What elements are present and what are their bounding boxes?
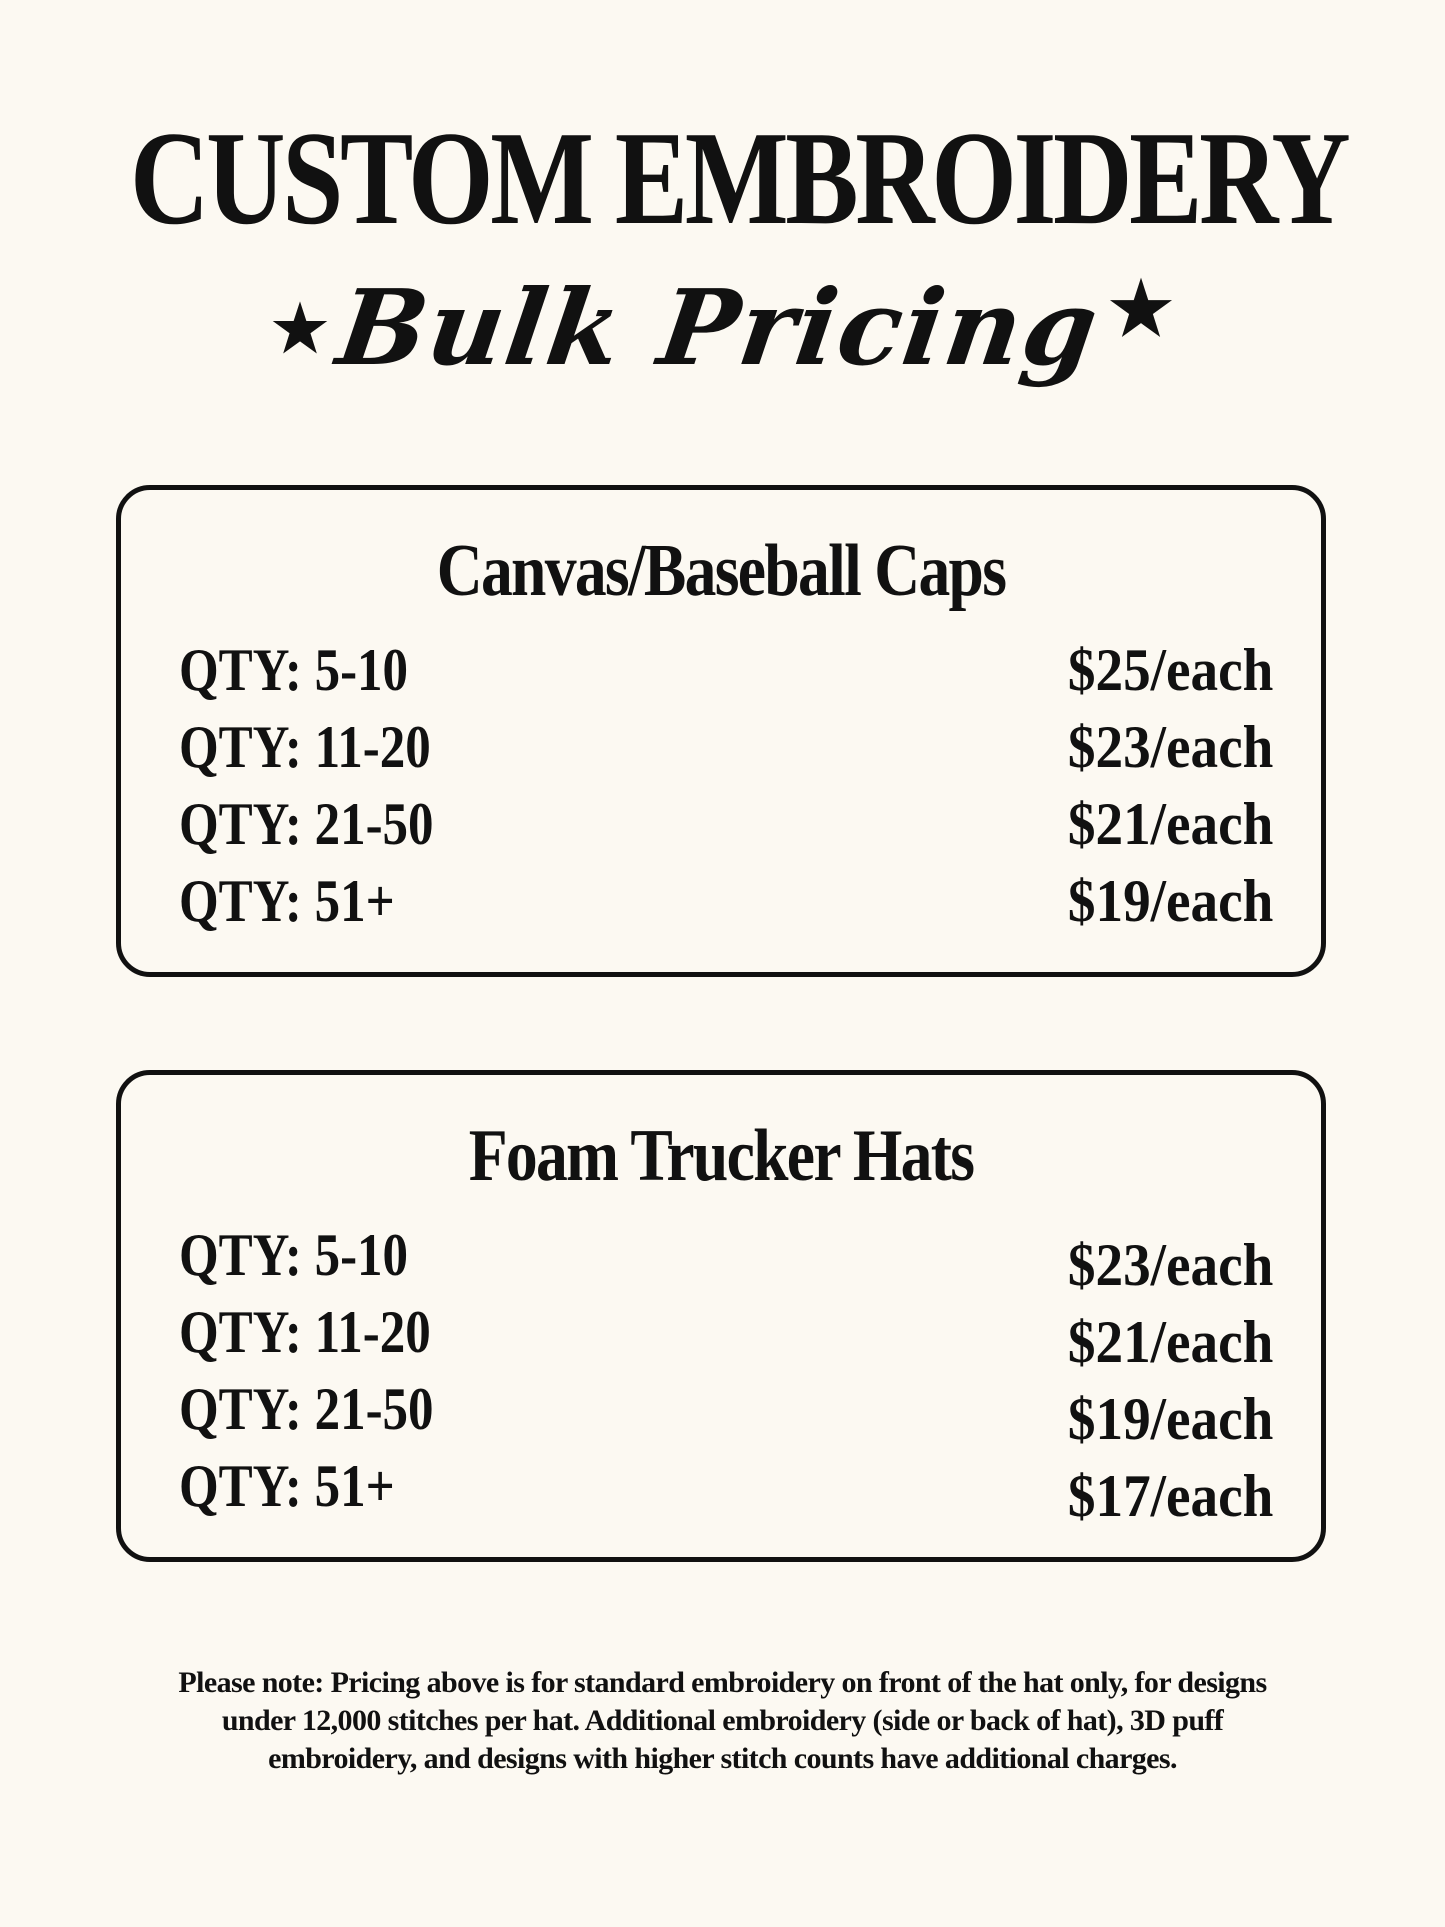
- tier-price: $21/each: [1067, 1309, 1273, 1375]
- page-title: CUSTOM EMBROIDERY: [130, 104, 1348, 252]
- tier-quantity: QTY: 21-50: [179, 791, 434, 857]
- disclaimer-line: under 12,000 stitches per hat. Additional embroidery (side or back of hat), 3D puff: [221, 1704, 1224, 1737]
- pricing-card-title: Foam Trucker Hats: [468, 1115, 974, 1197]
- price-tier-row: [179, 1374, 1273, 1452]
- price-tier-row: [179, 712, 1273, 782]
- tier-quantity: QTY: 5-10: [179, 1222, 409, 1288]
- pricing-disclaimer: [110, 1664, 1335, 1778]
- tier-quantity: QTY: 21-50: [179, 1376, 434, 1442]
- tier-price: $21/each: [1067, 791, 1273, 857]
- tier-price: $17/each: [1067, 1463, 1273, 1529]
- star-icon: [1108, 275, 1174, 341]
- star-icon: [271, 299, 329, 357]
- price-tier-row: [179, 1297, 1273, 1375]
- page-subtitle: Bulk Pricing: [330, 266, 1107, 389]
- tier-price: $19/each: [1067, 868, 1273, 934]
- tier-price: $19/each: [1067, 1386, 1273, 1452]
- tier-quantity: QTY: 11-20: [179, 714, 431, 780]
- pricing-card-foam-trucker-hats: [116, 1070, 1326, 1562]
- price-tier-row: [179, 789, 1273, 859]
- disclaimer-line: embroidery, and designs with higher stitch counts have additional charges.: [268, 1742, 1177, 1775]
- pricing-card-canvas-baseball-caps: [116, 485, 1326, 977]
- tier-price: $25/each: [1067, 637, 1273, 703]
- tier-quantity: QTY: 5-10: [179, 637, 409, 703]
- tier-quantity: QTY: 51+: [179, 868, 395, 934]
- subtitle-row: [0, 258, 1445, 398]
- tier-quantity: QTY: 51+: [179, 1453, 395, 1519]
- price-tier-row: [179, 866, 1273, 936]
- price-tier-row: [179, 1220, 1273, 1298]
- pricing-card-title: Canvas/Baseball Caps: [436, 530, 1006, 612]
- price-tier-row: [179, 635, 1273, 705]
- tier-price: $23/each: [1067, 1232, 1273, 1298]
- tier-quantity: QTY: 11-20: [179, 1299, 431, 1365]
- tier-price: $23/each: [1067, 714, 1273, 780]
- disclaimer-line: Please note: Pricing above is for standard embroidery on front of the hat only, for designs: [178, 1666, 1267, 1699]
- price-tier-row: [179, 1451, 1273, 1529]
